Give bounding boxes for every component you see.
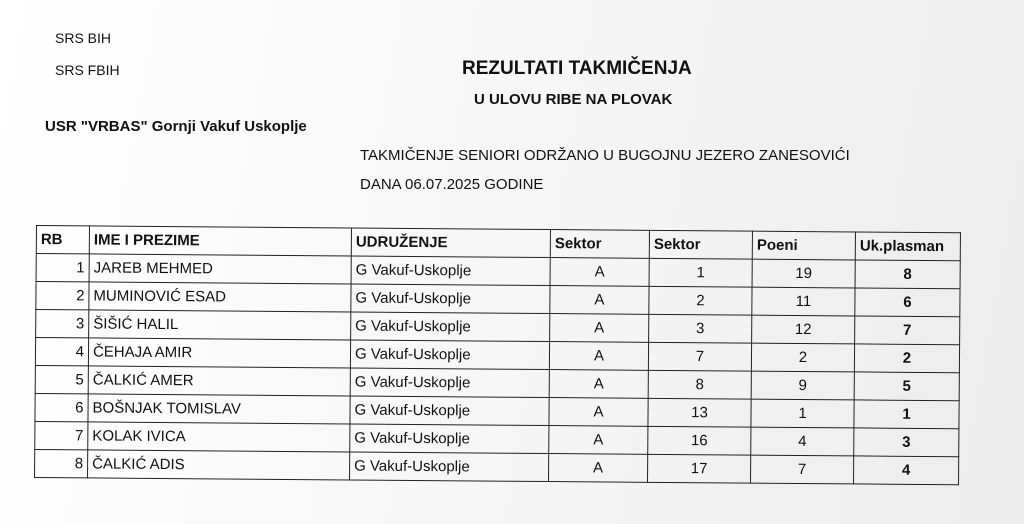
cell-sector: A (549, 398, 648, 427)
org-line-1: SRS BIH (55, 30, 112, 46)
document-title: REZULTATI TAKMIČENJA (462, 58, 692, 79)
cell-points: 2 (751, 343, 854, 372)
column-header-rb: RB (36, 226, 89, 254)
cell-sector: A (549, 370, 648, 399)
column-header-placement: Uk.plasman (855, 232, 960, 261)
cell-points: 4 (751, 427, 854, 456)
cell-sector-number: 3 (649, 314, 752, 343)
cell-association: G Vakuf-Uskoplje (351, 312, 550, 342)
cell-rb: 7 (35, 421, 88, 449)
column-header-name: IME I PREZIME (89, 226, 351, 256)
cell-sector: A (549, 342, 648, 371)
cell-placement: 7 (855, 316, 960, 345)
cell-placement: 8 (855, 260, 960, 289)
cell-sector: A (550, 286, 649, 315)
table-row (35, 449, 959, 484)
cell-association: G Vakuf-Uskoplje (350, 396, 549, 426)
cell-points: 9 (751, 371, 854, 400)
cell-placement: 6 (855, 288, 960, 317)
cell-points: 7 (750, 455, 853, 484)
cell-placement: 2 (854, 344, 959, 373)
cell-placement: 5 (854, 372, 959, 401)
cell-sector-number: 2 (649, 286, 752, 315)
cell-rb: 2 (36, 282, 89, 310)
club-name: USR "VRBAS" Gornji Vakuf Uskoplje (45, 118, 307, 135)
cell-association: G Vakuf-Uskoplje (350, 452, 549, 482)
cell-rb: 4 (35, 338, 88, 366)
cell-name: KOLAK IVICA (88, 422, 350, 452)
cell-association: G Vakuf-Uskoplje (350, 368, 549, 398)
cell-sector: A (549, 426, 648, 455)
cell-association: G Vakuf-Uskoplje (351, 284, 550, 314)
cell-association: G Vakuf-Uskoplje (350, 340, 549, 370)
cell-name: MUMINOVIĆ ESAD (89, 282, 351, 312)
cell-points: 1 (751, 399, 854, 428)
column-header-sector: Sektor (550, 230, 649, 259)
column-header-association: UDRUŽENJE (351, 228, 550, 258)
cell-rb: 5 (35, 365, 88, 393)
cell-rb: 3 (36, 310, 89, 338)
cell-rb: 8 (35, 449, 88, 477)
cell-rb: 6 (35, 393, 88, 421)
cell-association: G Vakuf-Uskoplje (351, 256, 550, 286)
cell-association: G Vakuf-Uskoplje (350, 424, 549, 454)
cell-sector-number: 16 (648, 426, 751, 455)
cell-points: 19 (752, 259, 855, 288)
cell-sector-number: 7 (648, 342, 751, 371)
cell-points: 11 (752, 287, 855, 316)
cell-name: ČALKIĆ ADIS (88, 450, 350, 480)
competition-date: DANA 06.07.2025 GODINE (360, 176, 544, 193)
cell-sector-number: 13 (648, 398, 751, 427)
cell-sector-number: 1 (649, 258, 752, 287)
cell-placement: 4 (853, 456, 958, 485)
competition-info: TAKMIČENJE SENIORI ODRŽANO U BUGOJNU JEZERO ZANESOVIĆI (360, 147, 850, 164)
cell-sector-number: 8 (648, 370, 751, 399)
cell-placement: 3 (854, 428, 959, 457)
cell-name: ČALKIĆ AMER (88, 366, 350, 396)
cell-name: ŠIŠIĆ HALIL (89, 310, 351, 340)
document-subtitle: U ULOVU RIBE NA PLOVAK (474, 91, 673, 108)
column-header-points: Poeni (752, 231, 855, 260)
column-header-sector-number: Sektor (649, 230, 752, 259)
cell-name: ČEHAJA AMIR (88, 338, 350, 368)
cell-sector-number: 17 (647, 454, 750, 483)
cell-sector: A (550, 314, 649, 343)
cell-sector: A (550, 258, 649, 287)
cell-rb: 1 (36, 254, 89, 282)
cell-name: BOŠNJAK TOMISLAV (88, 394, 350, 424)
cell-placement: 1 (854, 400, 959, 429)
cell-sector: A (549, 454, 648, 483)
org-line-2: SRS FBIH (55, 62, 120, 78)
cell-name: JAREB MEHMED (89, 254, 351, 284)
results-table (34, 225, 961, 485)
cell-points: 12 (752, 315, 855, 344)
